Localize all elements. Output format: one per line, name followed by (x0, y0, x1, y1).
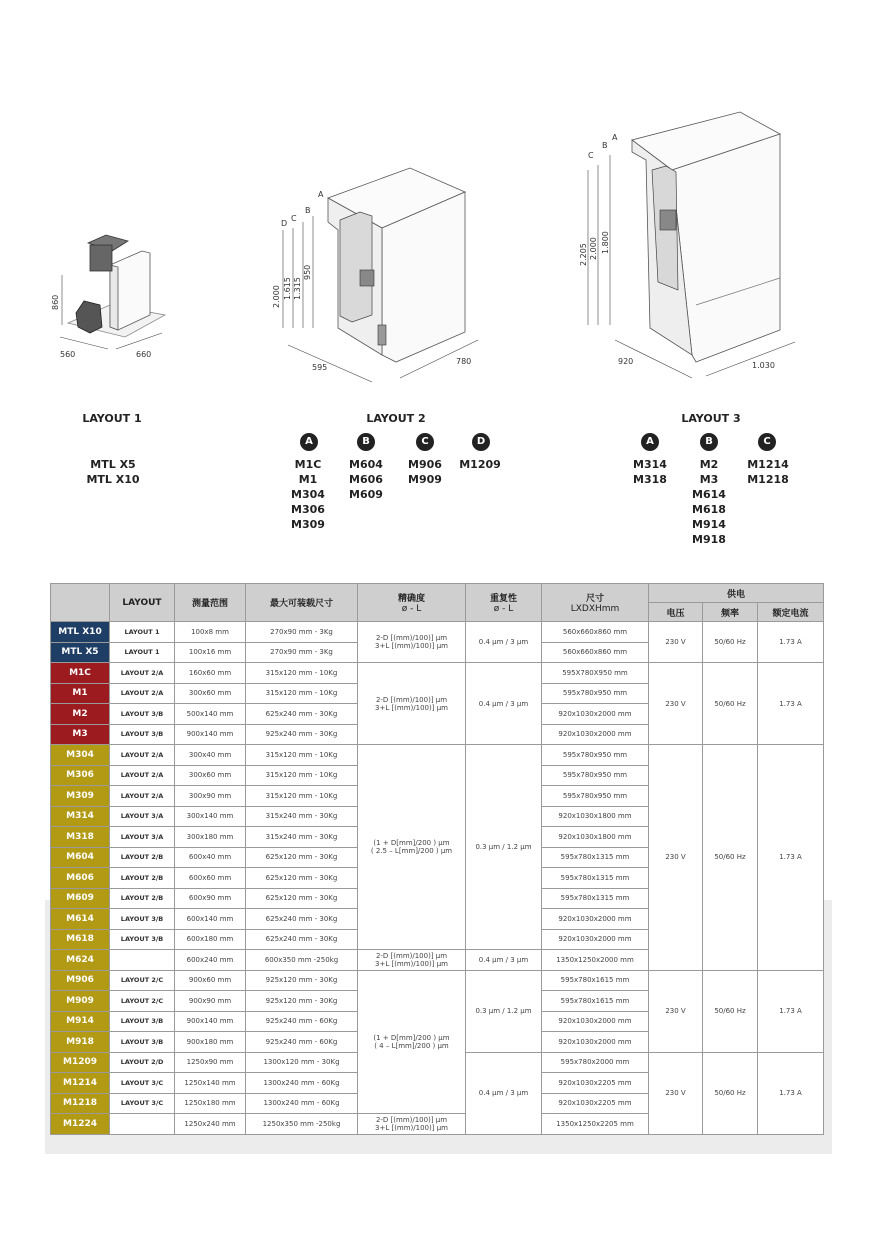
size-cell: 595x780x1315 mm (542, 847, 649, 868)
size-cell: 920x1030x2000 mm (542, 909, 649, 930)
layout-cell: LAYOUT 3/B (110, 704, 175, 725)
model-label: M606 (349, 473, 383, 486)
load-cell: 315x120 mm - 10Kg (246, 683, 358, 704)
range-cell: 500x140 mm (175, 704, 246, 725)
range-cell: 900x140 mm (175, 724, 246, 745)
accuracy-line: 3+L [(mm)/100)] µm (375, 642, 448, 650)
load-cell: 925x120 mm - 30Kg (246, 970, 358, 991)
current-cell: 1.73 A (758, 1052, 824, 1134)
load-cell: 315x120 mm - 10Kg (246, 663, 358, 684)
layout2-depth: 595 (312, 363, 328, 372)
accuracy-line: 2-D [(mm)/100)] µm (375, 1115, 448, 1124)
header-size (542, 584, 649, 622)
header-load: 最大可装载尺寸 (246, 584, 358, 622)
load-cell: 625x120 mm - 30Kg (246, 888, 358, 909)
model-label: M1214 (747, 458, 789, 471)
model-cell: M1214 (51, 1073, 110, 1094)
layout-cell: LAYOUT 2/C (110, 970, 175, 991)
range-cell: 600x240 mm (175, 950, 246, 971)
layout2-height-4: 950 (303, 264, 312, 280)
model-label: M1 (298, 473, 318, 486)
layout-cell: LAYOUT 3/B (110, 724, 175, 745)
badge-d-icon: D (472, 433, 490, 451)
voltage-cell: 230 V (649, 622, 703, 663)
freq-cell: 50/60 Hz (703, 622, 758, 663)
layout1-title: LAYOUT 1 (82, 412, 142, 425)
size-cell: 920x1030x2000 mm (542, 929, 649, 950)
layout2-letter-a: A (318, 190, 324, 199)
header-current: 额定电流 (758, 603, 824, 622)
model-label: M906 (408, 458, 442, 471)
layout-cell: LAYOUT 1 (110, 642, 175, 663)
model-label: M2 (699, 458, 719, 471)
size-cell: 560x660x860 mm (542, 642, 649, 663)
model-label: M918 (692, 533, 726, 546)
range-cell: 300x180 mm (175, 827, 246, 848)
range-cell: 600x140 mm (175, 909, 246, 930)
header-layout: LAYOUT (110, 584, 175, 622)
layout-cell (110, 950, 175, 971)
layout-cell: LAYOUT 3/A (110, 827, 175, 848)
range-cell: 900x140 mm (175, 1011, 246, 1032)
size-cell: 595x780x1615 mm (542, 970, 649, 991)
header-freq: 频率 (703, 603, 758, 622)
header-repeat-label: 重复性 (489, 594, 517, 604)
range-cell: 1250x180 mm (175, 1093, 246, 1114)
voltage-cell: 230 V (649, 1052, 703, 1134)
model-cell: M624 (51, 950, 110, 971)
layout3-letter-b: B (602, 141, 608, 150)
badge-a-icon: A (641, 433, 659, 451)
model-cell: M309 (51, 786, 110, 807)
layout2-group-c (402, 457, 448, 487)
header-accuracy-sub: ø - L (401, 604, 422, 614)
badge-a-icon: A (300, 433, 318, 451)
model-cell: M914 (51, 1011, 110, 1032)
load-cell: 925x240 mm - 60Kg (246, 1032, 358, 1053)
header-repeat-sub: ø - L (493, 604, 514, 614)
range-cell: 100x16 mm (175, 642, 246, 663)
layout2-letter-b: B (305, 206, 311, 215)
accuracy-cell (358, 1114, 466, 1135)
voltage-cell: 230 V (649, 970, 703, 1052)
header-model (51, 584, 110, 622)
model-label: M604 (349, 458, 383, 471)
load-cell: 625x240 mm - 30Kg (246, 929, 358, 950)
model-cell: M1209 (51, 1052, 110, 1073)
layout-cell: LAYOUT 2/B (110, 888, 175, 909)
accuracy-line: (1 + D[mm]/200 ) µm (373, 1033, 450, 1042)
size-cell: 1350x1250x2000 mm (542, 950, 649, 971)
table-row (51, 745, 824, 766)
accuracy-line: ( 4 – L[mm]/200 ) µm (374, 1041, 449, 1050)
model-label: M1C (294, 458, 322, 471)
layout2-title: LAYOUT 2 (366, 412, 426, 425)
header-repeat (466, 584, 542, 622)
model-cell: M618 (51, 929, 110, 950)
layout3-letter-c: C (588, 151, 594, 160)
header-size-label: 尺寸 (585, 594, 604, 604)
layout-cell: LAYOUT 2/A (110, 663, 175, 684)
accuracy-line: 2-D [(mm)/100)] µm (375, 951, 448, 960)
badge-c-icon: C (758, 433, 776, 451)
model-label: M3 (699, 473, 719, 486)
header-accuracy (358, 584, 466, 622)
table-row (51, 622, 824, 643)
table-row (51, 970, 824, 991)
table-body (51, 622, 824, 1135)
layout-cell: LAYOUT 2/A (110, 786, 175, 807)
layout2-height-2: 1.615 (283, 277, 292, 300)
model-label: M914 (692, 518, 726, 531)
accuracy-line: 3+L [(mm)/100)] µm (375, 703, 448, 712)
range-cell: 300x140 mm (175, 806, 246, 827)
load-cell: 1300x240 mm - 60Kg (246, 1093, 358, 1114)
range-cell: 100x8 mm (175, 622, 246, 643)
model-label: M314 (633, 458, 667, 471)
layout2-group-a (283, 457, 333, 532)
load-cell: 925x240 mm - 60Kg (246, 1011, 358, 1032)
layout-cell: LAYOUT 3/C (110, 1073, 175, 1094)
layout2-height-3: 1.315 (293, 277, 302, 300)
accuracy-line: 3+L [(mm)/100)] µm (375, 959, 448, 968)
model-cell: M909 (51, 991, 110, 1012)
repeat-cell: 0.4 µm / 3 µm (466, 622, 542, 663)
model-cell: M306 (51, 765, 110, 786)
layout2-group-b (343, 457, 389, 502)
load-cell: 270x90 mm - 3Kg (246, 622, 358, 643)
model-label: MTL X10 (86, 473, 140, 486)
model-label: M909 (408, 473, 442, 486)
range-cell: 300x90 mm (175, 786, 246, 807)
size-cell: 595x780x950 mm (542, 745, 649, 766)
size-cell: 595x780x2000 mm (542, 1052, 649, 1073)
model-cell: M1C (51, 663, 110, 684)
size-cell: 560x660x860 mm (542, 622, 649, 643)
range-cell: 300x60 mm (175, 765, 246, 786)
layout-cell: LAYOUT 2/B (110, 868, 175, 889)
layout-cell: LAYOUT 2/A (110, 765, 175, 786)
layout-cell (110, 1114, 175, 1135)
model-cell: M906 (51, 970, 110, 991)
size-cell: 920x1030x2000 mm (542, 704, 649, 725)
badge-c-icon: C (416, 433, 434, 451)
repeat-cell: 0.3 µm / 1.2 µm (466, 745, 542, 950)
range-cell: 160x60 mm (175, 663, 246, 684)
load-cell: 315x240 mm - 30Kg (246, 806, 358, 827)
model-label: M609 (349, 488, 383, 501)
spec-table (50, 583, 824, 1135)
badge-b-icon: B (700, 433, 718, 451)
layout1-height: 860 (51, 294, 60, 310)
layout-cell: LAYOUT 2/A (110, 683, 175, 704)
load-cell: 600x350 mm -250kg (246, 950, 358, 971)
layout3-title: LAYOUT 3 (681, 412, 741, 425)
header-accuracy-label: 精确度 (397, 594, 425, 604)
model-label: M306 (291, 503, 325, 516)
model-cell: M609 (51, 888, 110, 909)
layout2-drawing (260, 150, 500, 380)
accuracy-cell (358, 622, 466, 663)
layout-cell: LAYOUT 3/A (110, 806, 175, 827)
size-cell: 595x780x1315 mm (542, 888, 649, 909)
layout-cell: LAYOUT 2/C (110, 991, 175, 1012)
layout-cell: LAYOUT 1 (110, 622, 175, 643)
load-cell: 270x90 mm - 3Kg (246, 642, 358, 663)
current-cell: 1.73 A (758, 663, 824, 745)
range-cell: 1250x140 mm (175, 1073, 246, 1094)
badge-b-icon: B (357, 433, 375, 451)
model-cell: M606 (51, 868, 110, 889)
load-cell: 1300x240 mm - 60Kg (246, 1073, 358, 1094)
accuracy-line: 2-D [(mm)/100)] µm (375, 634, 448, 642)
model-cell: M3 (51, 724, 110, 745)
size-cell: 595x780x1315 mm (542, 868, 649, 889)
model-cell: M1218 (51, 1093, 110, 1114)
size-cell: 1350x1250x2205 mm (542, 1114, 649, 1135)
model-cell: M604 (51, 847, 110, 868)
model-cell: M314 (51, 806, 110, 827)
load-cell: 625x240 mm - 30Kg (246, 909, 358, 930)
layout2-width: 780 (456, 357, 472, 366)
accuracy-line: 3+L [(mm)/100)] µm (375, 1123, 448, 1132)
model-cell: M2 (51, 704, 110, 725)
layout1-width: 660 (136, 350, 152, 359)
layout-cell: LAYOUT 2/B (110, 847, 175, 868)
range-cell: 900x60 mm (175, 970, 246, 991)
load-cell: 315x120 mm - 10Kg (246, 786, 358, 807)
current-cell: 1.73 A (758, 970, 824, 1052)
header-range: 测量范围 (175, 584, 246, 622)
load-cell: 625x120 mm - 30Kg (246, 847, 358, 868)
header-size-sub: LXDXHmm (570, 604, 620, 614)
layout3-group-b (685, 457, 733, 547)
size-cell: 920x1030x1800 mm (542, 806, 649, 827)
size-cell: 920x1030x1800 mm (542, 827, 649, 848)
model-label: M1218 (747, 473, 789, 486)
model-cell: M918 (51, 1032, 110, 1053)
layout3-group-a (626, 457, 674, 487)
size-cell: 920x1030x2000 mm (542, 1011, 649, 1032)
load-cell: 1250x350 mm -250kg (246, 1114, 358, 1135)
freq-cell: 50/60 Hz (703, 1052, 758, 1134)
size-cell: 595x780x950 mm (542, 683, 649, 704)
layout2-height-1: 2.000 (272, 285, 281, 308)
model-label: M304 (291, 488, 325, 501)
range-cell: 600x40 mm (175, 847, 246, 868)
size-cell: 920x1030x2000 mm (542, 724, 649, 745)
accuracy-line: ( 2.5 – L[mm]/200 ) µm (370, 847, 453, 855)
freq-cell: 50/60 Hz (703, 663, 758, 745)
freq-cell: 50/60 Hz (703, 970, 758, 1052)
layout2-letter-c: C (291, 214, 297, 223)
layout3-letter-a: A (612, 133, 618, 142)
load-cell: 625x120 mm - 30Kg (246, 868, 358, 889)
layout3-depth: 920 (618, 357, 634, 366)
model-label: MTL X5 (90, 458, 136, 471)
load-cell: 925x120 mm - 30Kg (246, 991, 358, 1012)
layout-cell: LAYOUT 2/D (110, 1052, 175, 1073)
size-cell: 920x1030x2000 mm (542, 1032, 649, 1053)
table-row (51, 663, 824, 684)
layout1-drawing (50, 215, 180, 365)
layout-cell: LAYOUT 2/A (110, 745, 175, 766)
accuracy-cell (358, 663, 466, 745)
layout2-group-d (454, 457, 506, 472)
accuracy-cell (358, 970, 466, 1114)
size-cell: 595X780X950 mm (542, 663, 649, 684)
current-cell: 1.73 A (758, 745, 824, 971)
layout2-letter-d: D (281, 219, 288, 228)
layout-cell: LAYOUT 3/B (110, 909, 175, 930)
repeat-cell: 0.4 µm / 3 µm (466, 1052, 542, 1134)
repeat-cell: 0.4 µm / 3 µm (466, 950, 542, 971)
range-cell: 1250x240 mm (175, 1114, 246, 1135)
model-cell: MTL X10 (51, 622, 110, 643)
layout-cell: LAYOUT 3/C (110, 1093, 175, 1114)
load-cell: 625x240 mm - 30Kg (246, 704, 358, 725)
model-label: M618 (692, 503, 726, 516)
layout-cell: LAYOUT 3/B (110, 1032, 175, 1053)
range-cell: 300x60 mm (175, 683, 246, 704)
accuracy-line: (1 + D[mm]/200 ) µm (373, 839, 450, 847)
layout1-models (78, 457, 148, 487)
load-cell: 315x240 mm - 30Kg (246, 827, 358, 848)
accuracy-cell (358, 745, 466, 950)
layout3-height-1: 2.205 (579, 243, 588, 266)
voltage-cell: 230 V (649, 745, 703, 971)
load-cell: 1300x120 mm - 30Kg (246, 1052, 358, 1073)
size-cell: 920x1030x2205 mm (542, 1073, 649, 1094)
voltage-cell: 230 V (649, 663, 703, 745)
layout-cell: LAYOUT 3/B (110, 1011, 175, 1032)
size-cell: 595x780x1615 mm (542, 991, 649, 1012)
repeat-cell: 0.3 µm / 1.2 µm (466, 970, 542, 1052)
range-cell: 900x180 mm (175, 1032, 246, 1053)
range-cell: 900x90 mm (175, 991, 246, 1012)
layout3-height-3: 1.800 (601, 231, 610, 254)
header-voltage: 电压 (649, 603, 703, 622)
size-cell: 595x780x950 mm (542, 765, 649, 786)
model-cell: M304 (51, 745, 110, 766)
layout3-height-2: 2.000 (589, 237, 598, 260)
range-cell: 600x60 mm (175, 868, 246, 889)
range-cell: 1250x90 mm (175, 1052, 246, 1073)
repeat-cell: 0.4 µm / 3 µm (466, 663, 542, 745)
accuracy-line: 2-D [(mm)/100)] µm (375, 695, 448, 704)
size-cell: 920x1030x2205 mm (542, 1093, 649, 1114)
range-cell: 600x180 mm (175, 929, 246, 950)
current-cell: 1.73 A (758, 622, 824, 663)
model-label: M614 (692, 488, 726, 501)
range-cell: 600x90 mm (175, 888, 246, 909)
accuracy-cell (358, 950, 466, 971)
load-cell: 925x240 mm - 30Kg (246, 724, 358, 745)
layout3-group-c (740, 457, 796, 487)
layout3-width: 1.030 (752, 361, 775, 370)
layout1-depth: 560 (60, 350, 76, 359)
model-cell: M1224 (51, 1114, 110, 1135)
model-cell: MTL X5 (51, 642, 110, 663)
range-cell: 300x40 mm (175, 745, 246, 766)
load-cell: 315x120 mm - 10Kg (246, 765, 358, 786)
model-cell: M318 (51, 827, 110, 848)
model-label: M309 (291, 518, 325, 531)
model-cell: M1 (51, 683, 110, 704)
load-cell: 315x120 mm - 10Kg (246, 745, 358, 766)
size-cell: 595x780x950 mm (542, 786, 649, 807)
model-label: M1209 (459, 458, 501, 471)
layout-cell: LAYOUT 3/B (110, 929, 175, 950)
layout3-drawing (580, 100, 810, 380)
header-power: 供电 (649, 584, 824, 603)
model-cell: M614 (51, 909, 110, 930)
freq-cell: 50/60 Hz (703, 745, 758, 971)
model-label: M318 (633, 473, 667, 486)
